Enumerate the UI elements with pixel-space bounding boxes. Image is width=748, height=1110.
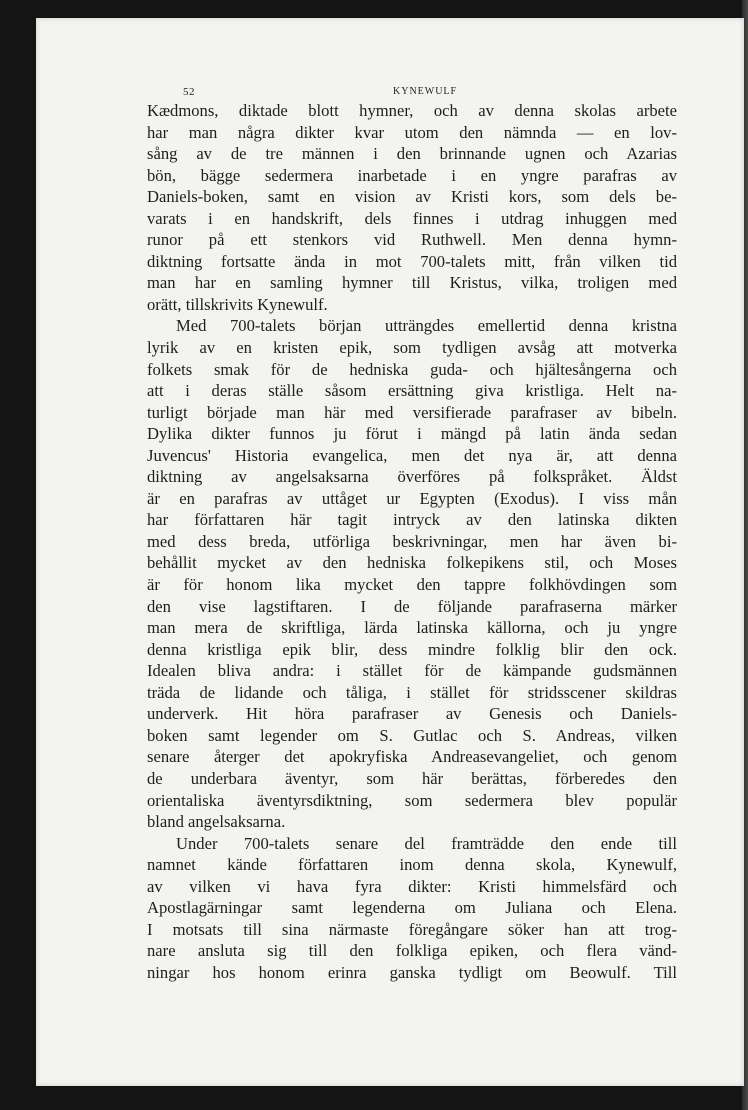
- text-line: Under 700-talets senare del framträdde den ende till: [176, 833, 677, 853]
- text-line: att i deras ställe såsom ersättning giva kristliga. Helt na-: [147, 381, 677, 401]
- text-line: orätt, tillskrivits Kynewulf.: [147, 294, 328, 314]
- text-line: diktning av angelsaksarna överföres på folkspråket. Äldst: [147, 467, 677, 487]
- body-text: [147, 100, 677, 983]
- text-line: orientaliska äventyrsdiktning, som sedermera blev populär: [147, 790, 677, 810]
- text-line: ningar hos honom erinra ganska tydligt om Beowulf. Till: [147, 962, 677, 982]
- text-line: Med 700-talets början utträngdes emellertid denna kristna: [176, 316, 677, 336]
- text-line: har författaren här tagit intryck av den latinska dikten: [147, 510, 677, 530]
- text-line: har man några dikter kvar utom den nämnda — en lov-: [147, 122, 677, 142]
- text-line: träda de lidande och tåliga, i stället för stridsscener skildras: [147, 682, 677, 702]
- text-line: Dylika dikter funnos ju förut i mängd på latin ända sedan: [147, 424, 677, 444]
- text-line: nare ansluta sig till den folkliga epiken, och flera vänd-: [147, 941, 677, 961]
- text-line: diktning fortsatte ända in mot 700-talets mitt, från vilken tid: [147, 251, 677, 271]
- text-line: Daniels-boken, samt en vision av Kristi kors, som dels be-: [147, 187, 677, 207]
- text-line: Juvencus' Historia evangelica, men det nya är, att denna: [147, 445, 677, 465]
- text-line: bön, bägge sedermera inarbetade i en yngre parafras av: [147, 165, 677, 185]
- text-line: runor på ett stenkors vid Ruthwell. Men denna hymn-: [147, 230, 677, 250]
- text-line: Kædmons, diktade blott hymner, och av denna skolas arbete: [147, 101, 677, 120]
- text-line: är för honom lika mycket den tappre folkhövdingen som: [147, 575, 677, 595]
- text-line: bland angelsaksarna.: [147, 812, 286, 832]
- text-line: med dess breda, utförliga beskrivningar, men har även bi-: [147, 531, 677, 551]
- text-line: av vilken vi hava fyra dikter: Kristi himmelsfärd och: [147, 876, 677, 896]
- text-line: denna kristliga epik blir, dess mindre folklig blir den ock.: [147, 639, 677, 659]
- text-line: folkets smak för de hedniska guda- och hjältesångerna och: [147, 359, 677, 379]
- text-line: senare återger det apokryfiska Andreasevangeliet, och genom: [147, 747, 677, 767]
- text-line: den vise lagstiftaren. I de följande parafraserna märker: [147, 596, 677, 616]
- text-line: I motsats till sina närmaste föregångare söker han att trog-: [147, 919, 677, 939]
- running-head: KYNEWULF: [393, 86, 458, 97]
- text-line: turligt började man här med versifierade parafraser av bibeln.: [147, 402, 677, 422]
- text-line: man mera de skriftliga, lärda latinska källorna, och ju yngre: [147, 618, 677, 638]
- text-line: de underbara äventyr, som här berättas, förberedes den: [147, 768, 677, 788]
- text-line: varats i en handskrift, dels finnes i utdrag inhuggen med: [147, 208, 677, 228]
- text-line: namnet kände författaren inom denna skola, Kynewulf,: [147, 855, 677, 875]
- text-line: Idealen bliva andra: i stället för de kämpande gudsmännen: [147, 661, 677, 681]
- text-line: man har en samling hymner till Kristus, vilka, troligen med: [147, 273, 677, 293]
- text-line: underverk. Hit höra parafraser av Genesis och Daniels-: [147, 704, 677, 724]
- text-line: Apostlagärningar samt legenderna om Juliana och Elena.: [147, 898, 677, 918]
- text-line: är en parafras av uttåget ur Egypten (Exodus). I viss mån: [147, 488, 677, 508]
- text-line: lyrik av en kristen epik, som tydligen avsåg att motverka: [147, 338, 677, 358]
- text-line: sång av de tre männen i den brinnande ugnen och Azarias: [147, 144, 677, 164]
- text-line: behållit mycket av den hedniska folkepikens stil, och Moses: [147, 553, 677, 573]
- page-number: 52: [183, 86, 195, 98]
- text-line: boken samt legender om S. Gutlac och S. Andreas, vilken: [147, 725, 677, 745]
